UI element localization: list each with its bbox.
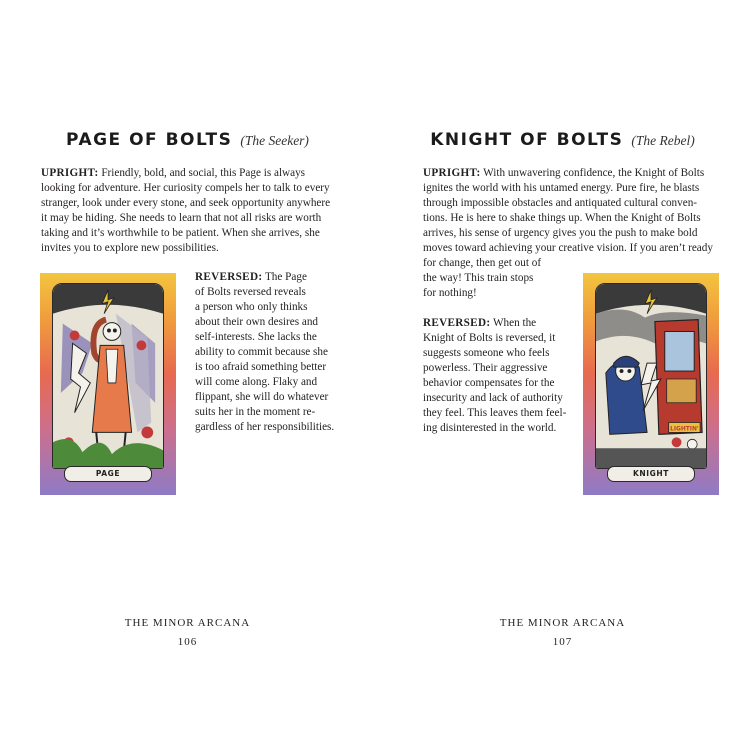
text-line: behavior compensates for the xyxy=(423,377,555,389)
text-line: With unwavering confidence, the Knight of Bolts xyxy=(483,167,705,179)
text-line: ability to commit because she xyxy=(195,346,328,358)
skeleton-knight-illustration xyxy=(596,284,706,468)
reversed-paragraph xyxy=(423,316,575,436)
text-line: the way! This train stops xyxy=(423,272,534,284)
page-number: 107 xyxy=(552,636,573,648)
text-line: arrives, his sense of urgency gives you the push to make bold xyxy=(423,227,698,239)
text-line: insecurity and lack of authority xyxy=(423,392,563,404)
card-subtitle: (The Rebel) xyxy=(631,133,695,148)
page-title xyxy=(375,130,750,150)
text-line: When the xyxy=(492,317,537,329)
text-line: moves toward achieving your creative vision. If you aren’t ready xyxy=(423,242,713,254)
text-line: about their own desires and xyxy=(195,316,319,328)
text-line: Knight of Bolts is reversed, it xyxy=(423,332,556,344)
text-line: of Bolts reversed reveals xyxy=(195,286,306,298)
card-name: KNIGHT OF BOLTS xyxy=(430,130,624,150)
knight-of-bolts-card-image xyxy=(583,273,719,495)
upright-paragraph xyxy=(41,166,341,256)
reversed-label: REVERSED: xyxy=(195,271,263,283)
text-line: invites you to explore new possibilities. xyxy=(41,242,219,254)
text-line: for change, then get out of xyxy=(423,257,542,269)
text-line: Friendly, bold, and social, this Page is always xyxy=(101,167,306,179)
page-title xyxy=(0,130,375,150)
upright-label: UPRIGHT: xyxy=(41,167,99,179)
text-line: will come along. Flaky and xyxy=(195,376,318,388)
text-line: suits her in the moment re- xyxy=(195,406,316,418)
text-line: it may be hiding. She needs to learn that not all risks are worth xyxy=(41,212,322,224)
text-line: tions. He is here to shake things up. When the Knight of Bolts xyxy=(423,212,701,224)
page-of-bolts-card-image xyxy=(40,273,176,495)
text-line: through impossible obstacles and antiquated cultural conven- xyxy=(423,197,698,209)
card-subtitle: (The Seeker) xyxy=(240,133,309,148)
text-line: gardless of her responsibilities. xyxy=(195,421,335,433)
train-sign-text: LIGHTIN' xyxy=(670,426,699,433)
right-page xyxy=(375,0,750,750)
card-name: PAGE OF BOLTS xyxy=(66,130,233,150)
text-line: ignites the world with his untamed energy. Pure fire, he blasts xyxy=(423,182,700,194)
text-line: ing disinterested in the world. xyxy=(423,422,557,434)
reversed-paragraph xyxy=(195,270,345,435)
card-label: PAGE xyxy=(64,466,152,482)
text-line: stranger, look under every stone, and seek opportunity anywhere xyxy=(41,197,331,209)
text-line: self-interests. She lacks the xyxy=(195,331,317,343)
card-label: KNIGHT xyxy=(607,466,695,482)
text-line: a person who only thinks xyxy=(195,301,308,313)
text-line: flippant, she will do whatever xyxy=(195,391,329,403)
text-line: The Page xyxy=(264,271,307,283)
text-line: powerless. Their aggressive xyxy=(423,362,548,374)
card-illustration xyxy=(595,283,707,469)
text-line: taking and it’s worthwhile to be patient. When she arrives, she xyxy=(41,227,320,239)
running-footer: THE MINOR ARCANA xyxy=(124,617,251,629)
text-line: for nothing! xyxy=(423,287,477,299)
running-footer: THE MINOR ARCANA xyxy=(499,617,626,629)
text-line: they feel. This leaves them feel- xyxy=(423,407,567,419)
text-line: looking for adventure. Her curiosity compels her to talk to every xyxy=(41,182,330,194)
card-illustration xyxy=(52,283,164,469)
skeleton-page-illustration xyxy=(53,284,163,468)
page-number: 106 xyxy=(177,636,198,648)
upright-label: UPRIGHT: xyxy=(423,167,481,179)
text-line: suggests someone who feels xyxy=(423,347,550,359)
reversed-label: REVERSED: xyxy=(423,317,491,329)
text-line: is too afraid something better xyxy=(195,361,327,373)
